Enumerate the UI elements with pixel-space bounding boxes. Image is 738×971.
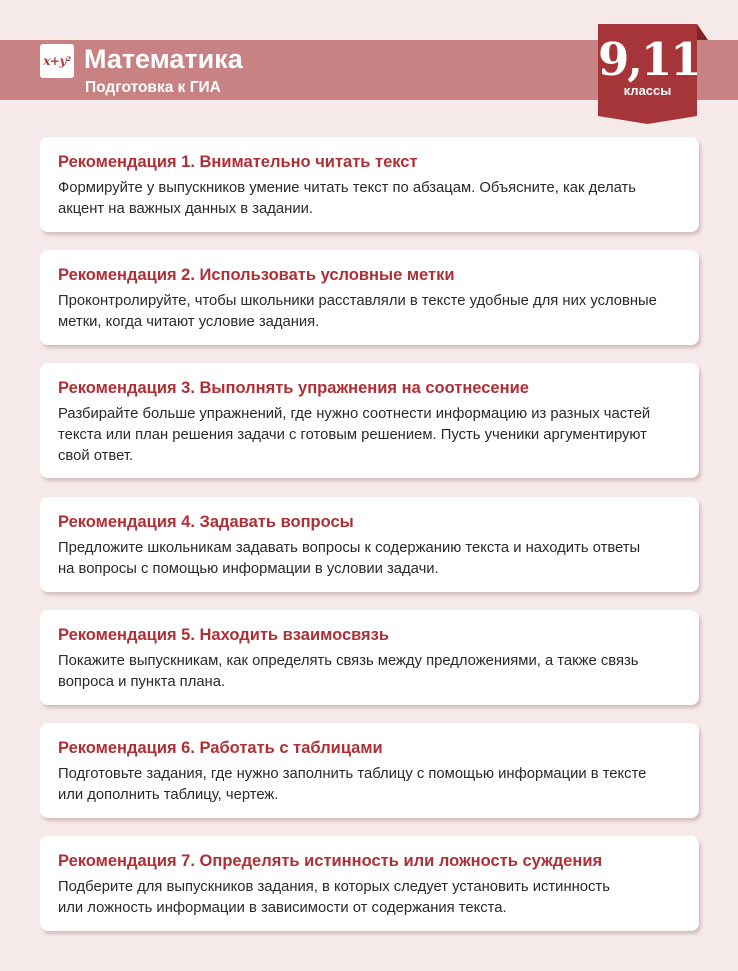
recommendation-title: Рекомендация 4. Задавать вопросы <box>58 513 354 531</box>
recommendation-card-2 <box>40 250 699 345</box>
recommendation-text: Подберите для выпускников задания, в которых следует установить истинность или ложность информации в зависимости от содержания текста. <box>58 879 610 916</box>
recommendation-title: Рекомендация 6. Работать с таблицами <box>58 739 383 757</box>
recommendation-card-3 <box>40 363 699 478</box>
recommendation-title: Рекомендация 5. Находить взаимосвязь <box>58 626 390 644</box>
page-title: Математика <box>84 44 243 74</box>
recommendation-text: Покажите выпускникам, как определять связь между предложениями, а также связь вопроса и пункта плана. <box>58 653 639 690</box>
recommendation-text: Формируйте у выпускников умение читать текст по абзацам. Объясните, как делать акцент на важных данных в задании. <box>58 180 636 217</box>
recommendation-card-5 <box>40 610 699 705</box>
recommendation-text: Подготовьте задания, где нужно заполнить таблицу с помощью информации в тексте или дополнить таблицу, чертеж. <box>58 766 647 803</box>
recommendation-card-6 <box>40 723 699 818</box>
recommendation-card-7 <box>40 836 699 931</box>
recommendation-text: Предложите школьникам задавать вопросы к содержанию текста и находить ответы на вопросы с помощью информации в условии задачи. <box>58 540 641 577</box>
page-subtitle: Подготовка к ГИА <box>85 79 221 96</box>
recommendation-card-4 <box>40 497 699 592</box>
math-logo-icon: x+y² <box>40 44 74 78</box>
grade-numbers: 9,11 <box>598 33 700 86</box>
recommendation-title: Рекомендация 2. Использовать условные метки <box>58 266 455 284</box>
grade-badge <box>598 24 700 124</box>
recommendation-card-1 <box>40 137 699 232</box>
recommendation-title: Рекомендация 3. Выполнять упражнения на соотнесение <box>58 379 529 397</box>
recommendation-title: Рекомендация 1. Внимательно читать текст <box>58 153 418 171</box>
recommendation-text: Проконтролируйте, чтобы школьники расставляли в тексте удобные для них условные метки, когда читают условие задания. <box>58 293 657 330</box>
recommendation-title: Рекомендация 7. Определять истинность или ложность суждения <box>58 852 603 870</box>
grade-label: классы <box>623 83 672 98</box>
recommendation-text: Разбирайте больше упражнений, где нужно соотнести информацию из разных частей текста или план решения задачи с готовым решением. Пусть ученики аргументируют свой ответ. <box>58 406 651 464</box>
